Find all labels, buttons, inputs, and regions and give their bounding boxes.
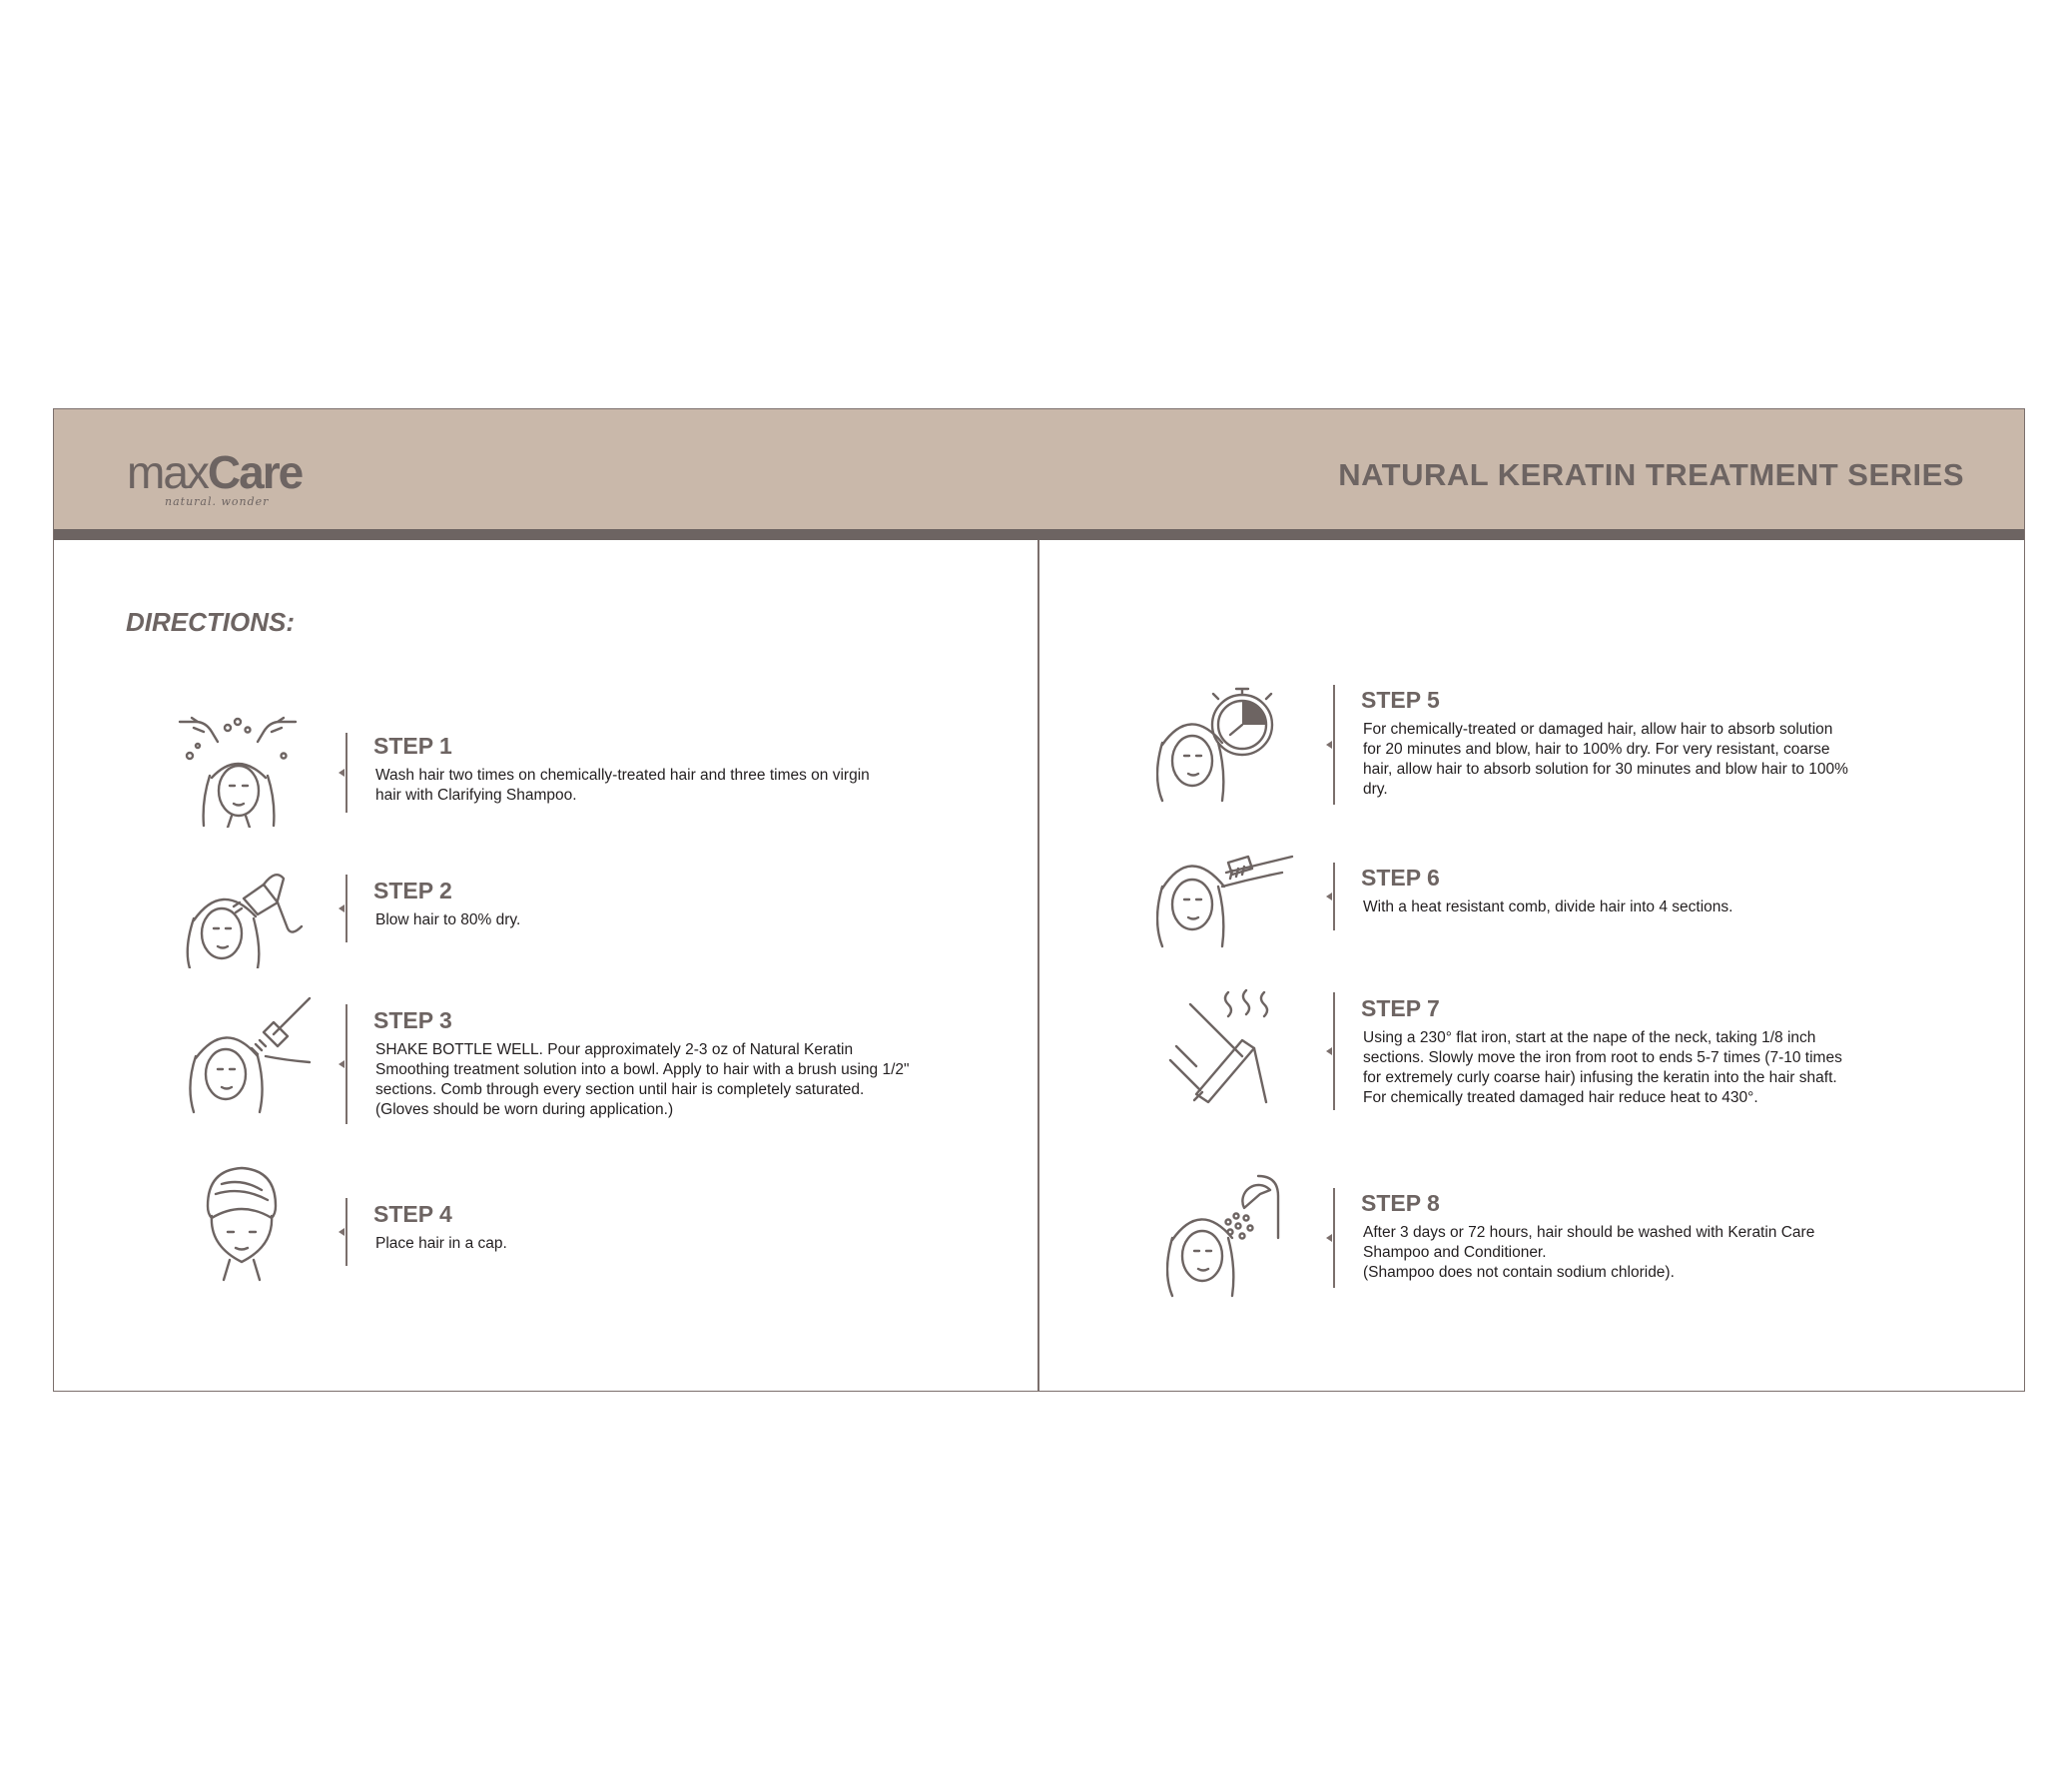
step-2-title: STEP 2	[373, 878, 452, 903]
step-3-text: SHAKE BOTTLE WELL. Pour approximately 2-3 oz of Natural Keratin Smoothing treatment solution into a bowl. Apply to hair with a brush using 1/2" sections. Comb through every section until hair is completely saturated. (Gloves should be worn during application.)	[375, 1041, 910, 1118]
shower-icon	[1166, 1174, 1286, 1298]
step-3-title: STEP 3	[373, 1007, 452, 1033]
hair-dryer-icon	[184, 849, 314, 968]
stopwatch-icon	[1156, 679, 1286, 803]
step-5-title: STEP 5	[1361, 687, 1440, 713]
series-title: NATURAL KERATIN TREATMENT SERIES	[1338, 457, 1964, 492]
step-8-title: STEP 8	[1361, 1190, 1440, 1216]
step-4-text: Place hair in a cap.	[375, 1235, 507, 1252]
step-5-connector	[1333, 685, 1335, 805]
step-8-connector	[1333, 1188, 1335, 1288]
step-8-text: After 3 days or 72 hours, hair should be washed with Keratin Care Shampoo and Conditioner. (Shampoo does not contain sodium chloride).	[1363, 1224, 1815, 1281]
logo-wordmark	[127, 446, 303, 498]
step-6-connector	[1333, 863, 1335, 930]
step-1-title: STEP 1	[373, 733, 452, 759]
brush-apply-icon	[188, 996, 313, 1116]
hair-cap-icon	[202, 1166, 282, 1284]
header-band	[54, 409, 2024, 529]
step-7-text: Using a 230° flat iron, start at the nape of the neck, taking 1/8 inch sections. Slowly move the iron from root to ends 5-7 times (7-10 times for extremely curly coarse hair) infusing the keratin into the hair shaft. For chemically treated damaged hair reduce heat to 430°.	[1363, 1029, 1842, 1106]
step-1-connector	[345, 733, 347, 813]
step-4-connector	[345, 1198, 347, 1266]
instruction-sheet	[53, 408, 2025, 1392]
step-7-title: STEP 7	[1361, 995, 1440, 1021]
step-1-text: Wash hair two times on chemically-treated hair and three times on virgin hair with Clarifying Shampoo.	[375, 767, 870, 804]
directions-heading: DIRECTIONS:	[126, 607, 295, 637]
logo-light-text: max	[127, 446, 208, 498]
step-6-text: With a heat resistant comb, divide hair into 4 sections.	[1363, 898, 1733, 915]
step-3-connector	[345, 1004, 347, 1124]
column-divider	[1037, 540, 1039, 1391]
brand-logo	[127, 446, 327, 509]
header-divider-bar	[54, 529, 2024, 540]
logo-bold-text: Care	[207, 446, 303, 498]
comb-icon	[1156, 841, 1296, 950]
logo-tagline: natural. wonder	[165, 495, 270, 508]
step-5-text: For chemically-treated or damaged hair, allow hair to absorb solution for 20 minutes and blow, hair to 100% dry. For very resistant, coarse hair, allow hair to absorb solution for 30 minutes and blow hair to 100% dry.	[1363, 721, 1848, 798]
step-2-text: Blow hair to 80% dry.	[375, 911, 521, 928]
hair-wash-icon	[178, 716, 298, 828]
step-2-connector	[345, 875, 347, 942]
flat-iron-icon	[1166, 988, 1276, 1106]
step-7-connector	[1333, 992, 1335, 1110]
step-4-title: STEP 4	[373, 1201, 452, 1227]
step-6-title: STEP 6	[1361, 865, 1440, 891]
